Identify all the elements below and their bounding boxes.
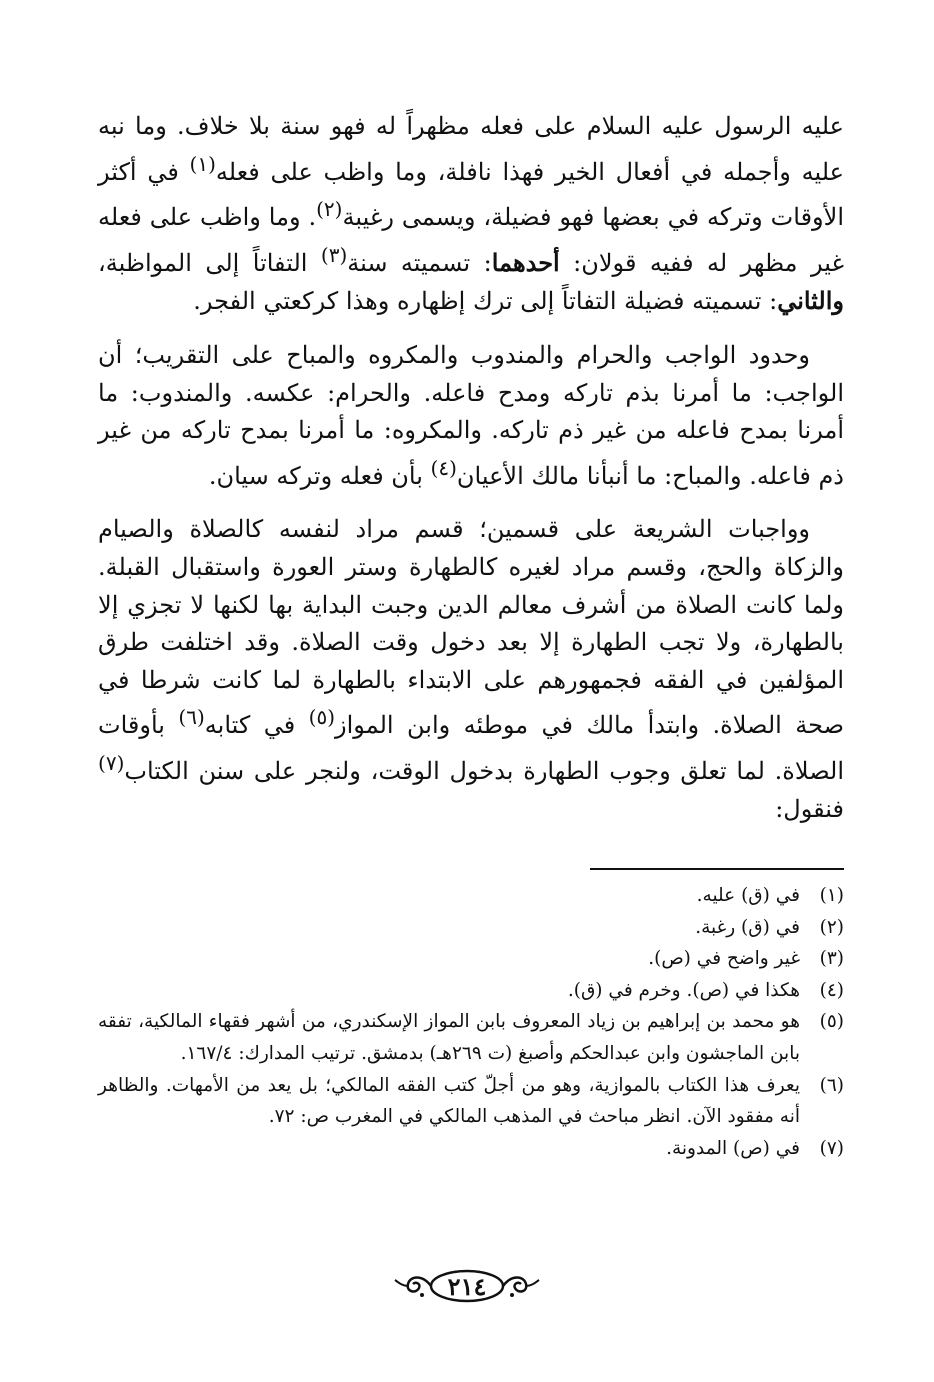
- footnote: [98, 912, 844, 944]
- text-run: . وما واظب على فعله غير مظهر له ففيه قولان:: [98, 203, 844, 277]
- text-run: : تسميته فضيلة التفاتاً إلى ترك إظهاره وهذا كركعتي الفجر.: [193, 287, 778, 316]
- footnote-divider: [590, 868, 844, 870]
- footnote-text: يعرف هذا الكتاب بالموازية، وهو من أجلّ كتب الفقه المالكي؛ بل يعد من الأمهات. والظاهر أنه مفقود الآن. انظر مباحث في المذهب المالكي في المغرب ص: ٧٢.: [98, 1074, 800, 1128]
- bold-term-first: أحدهما: [491, 247, 560, 277]
- footnote-number: (٤): [819, 979, 844, 1001]
- main-text: [98, 108, 844, 844]
- footnote-text: في (ق) رغبة.: [695, 916, 800, 938]
- footnote-number: (٦): [819, 1074, 844, 1096]
- text-run: في كتابه: [204, 711, 309, 740]
- page-number-ornament: [392, 1264, 542, 1308]
- paragraph-2: [98, 337, 844, 495]
- footnote: [98, 975, 844, 1007]
- footnote-ref-2: (٢): [316, 197, 343, 222]
- footnote-ref-3: (٣): [320, 242, 348, 267]
- footnote: [98, 1070, 844, 1133]
- text-run: في أكثر الأوقات وتركه في بعضها فهو فضيلة، ويسمى رغيبة: [98, 157, 844, 232]
- text-run: وواجبات الشريعة على قسمين؛ قسم مراد لنفسه كالصلاة والصيام والزكاة والحج، وقسم مراد لغيره كالطهارة وستر العورة واستقبال القبلة. ولما كانت الصلاة من أشرف معالم الدين وجبت البداية بها لكنها لا تجزي إلا بالطهارة، ولا تجب الطهارة إلا بعد دخول وقت الصلاة. وقد اختلفت طرق المؤلفين في الفقه فجمهورهم على الابتداء بالطهارة لما كانت شرطا في صحة الصلاة. وابتدأ مالك في موطئه وابن المواز: [98, 515, 845, 740]
- text-run: عليه الرسول عليه السلام على فعله مظهراً له فهو سنة بلا خلاف. وما نبه عليه وأجمله في أفعال الخير فهذا نافلة، وما واظب على فعله: [98, 112, 844, 186]
- page-number-block: [0, 1264, 934, 1308]
- paragraph-3: [98, 511, 844, 828]
- footnote-ref-6: (٦): [178, 705, 205, 730]
- footnote-number: (٢): [819, 916, 844, 938]
- text-run: بأن فعله وتركه سيان.: [208, 461, 431, 490]
- footnote-text: في (ص) المدونة.: [666, 1137, 800, 1159]
- footnotes: [98, 880, 844, 1164]
- footnote-ref-4: (٤): [430, 455, 457, 480]
- footnote-text: غير واضح في (ص).: [648, 948, 800, 970]
- text-run: بأوقات الصلاة. لما تعلق وجوب الطهارة بدخول الوقت، ولنجر على سنن الكتاب: [98, 711, 844, 785]
- bold-term-second: والثاني: [777, 286, 844, 316]
- page-number: ٢١٤: [447, 1271, 487, 1301]
- footnote-number: (٧): [819, 1137, 844, 1159]
- footnote: [98, 880, 844, 912]
- footnote: [98, 943, 844, 975]
- text-run: فنقول:: [775, 794, 844, 823]
- footnote: [98, 1006, 844, 1069]
- footnote-ref-5: (٥): [308, 705, 336, 730]
- text-run: التفاتاً إلى المواظبة،: [98, 248, 321, 277]
- text-run: وحدود الواجب والحرام والمندوب والمكروه والمباح على التقريب؛ أن الواجب: ما أمرنا بذم تاركه ومدح فاعله. والحرام: عكسه. والمندوب: ما أمرنا بمدح فاعله من غير ذم تاركه. والمكروه: ما أمرنا بمدح تاركه من غير ذم فاعله. والمباح: ما أنبأنا مالك الأعيان: [98, 340, 844, 490]
- text-run: : تسميته سنة: [347, 248, 492, 277]
- footnote-number: (٣): [819, 948, 844, 970]
- footnote-number: (١): [819, 885, 844, 906]
- footnote-ref-1: (١): [189, 151, 216, 176]
- footnote-text: هو محمد بن إبراهيم بن زياد المعروف بابن المواز الإسكندري، من أشهر فقهاء المالكية، تفقه بابن الماجشون وابن عبدالحكم وأصبغ (ت ٢٦٩هـ) بدمشق. ترتيب المدارك: ١٦٧/٤.: [98, 1011, 800, 1064]
- footnote: [98, 1133, 844, 1165]
- paragraph-1: [98, 108, 844, 321]
- footnote-ref-7: (٧): [98, 750, 125, 775]
- footnote-number: (٥): [819, 1011, 844, 1033]
- footnote-text: هكذا في (ص). وخرم في (ق).: [567, 979, 800, 1001]
- footnote-text: في (ق) عليه.: [696, 885, 800, 906]
